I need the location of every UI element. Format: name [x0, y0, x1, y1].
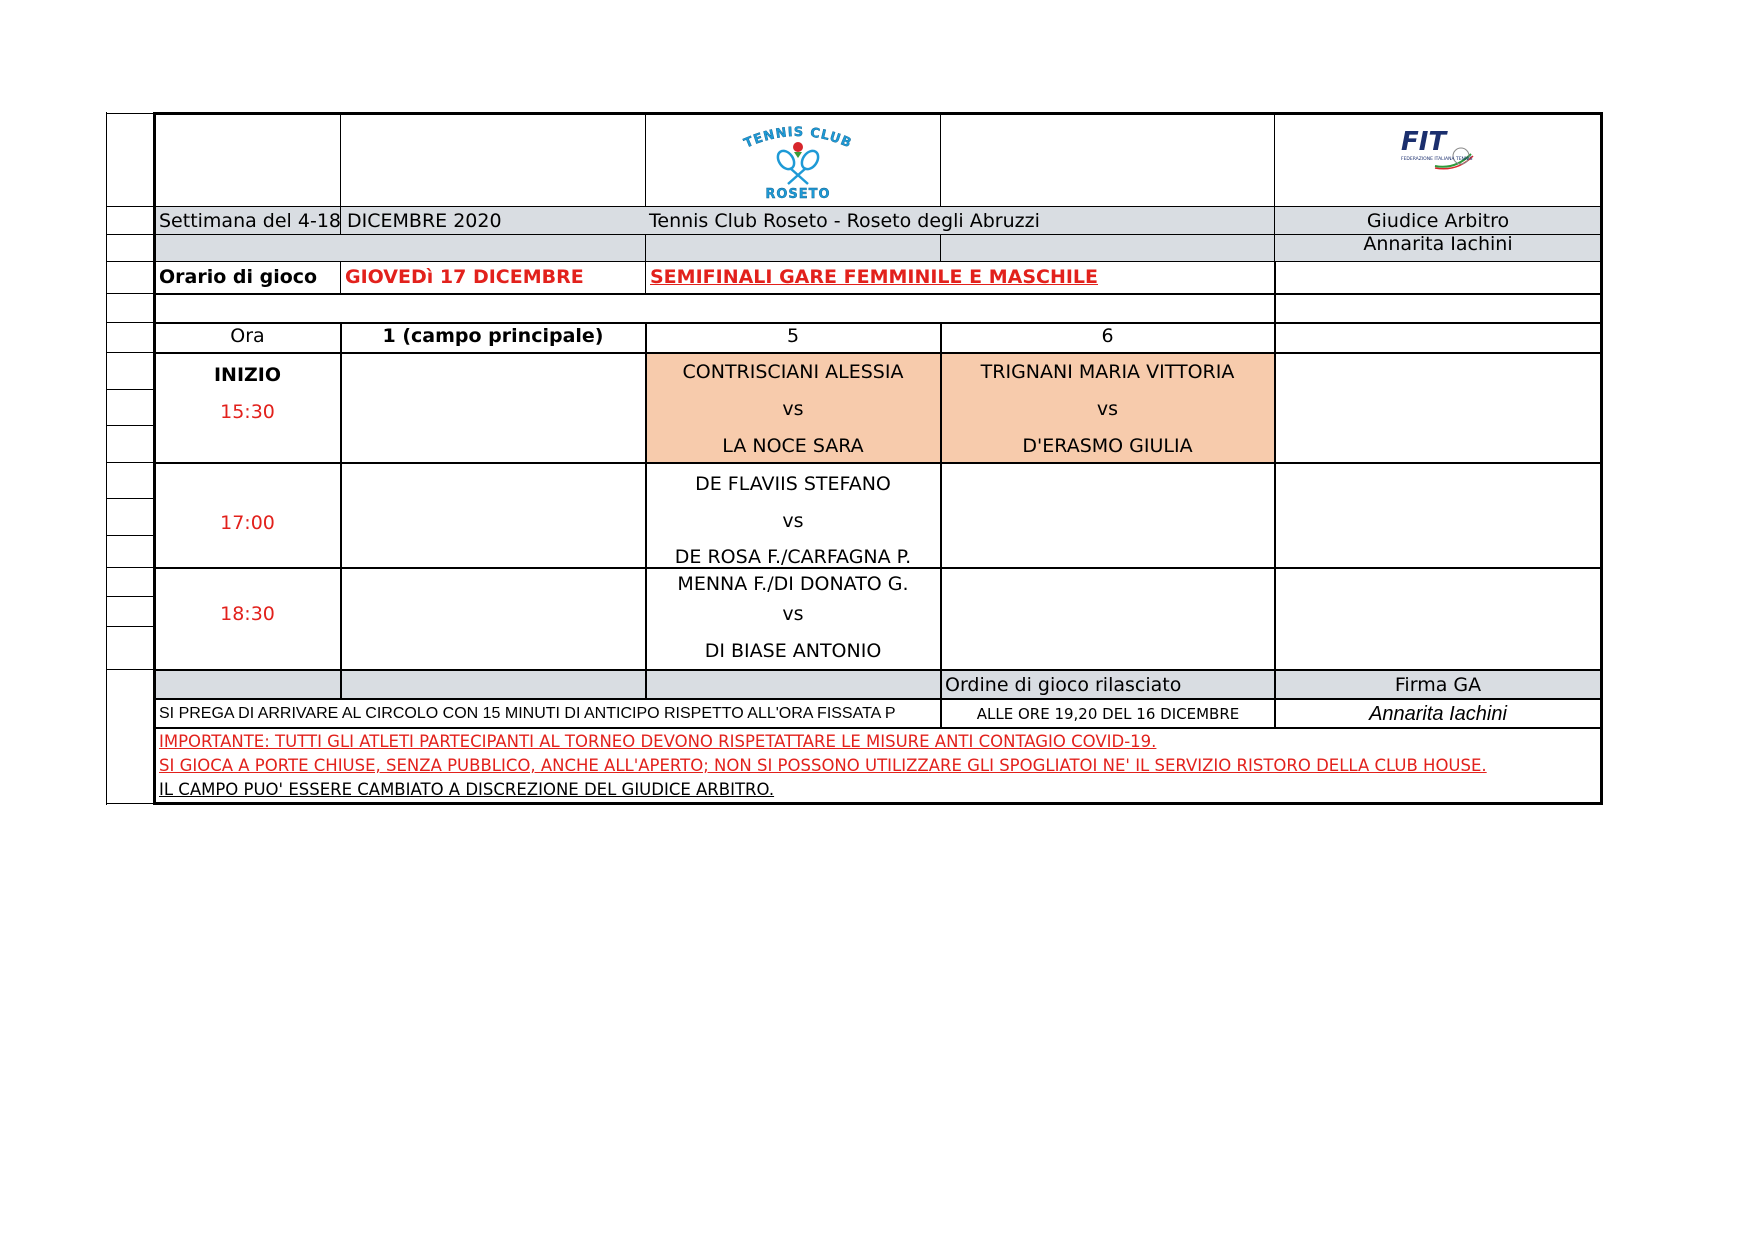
stage-title: SEMIFINALI GARE FEMMINILE E MASCHILE — [650, 266, 1099, 288]
referee-label: Giudice Arbitro — [1366, 210, 1510, 232]
week-label: Settimana del 4-18 DICEMBRE 2020 — [159, 210, 502, 232]
signature-label: Firma GA — [1394, 674, 1482, 696]
slot-start-label: INIZIO — [213, 364, 282, 386]
arrival-note: SI PREGA DI ARRIVARE AL CIRCOLO CON 15 MINUTI DI ANTICIPO RISPETTO ALL'ORA FISSATA P — [159, 705, 896, 722]
left-column-line — [106, 322, 155, 323]
match-player-2: LA NOCE SARA — [722, 435, 864, 457]
match-player-1: MENNA F./DI DONATO G. — [677, 573, 909, 595]
col-line — [1274, 112, 1275, 262]
slot-time: 15:30 — [220, 401, 275, 423]
left-column-line — [106, 462, 155, 463]
slot-time: 18:30 — [220, 603, 275, 625]
released-time: ALLE ORE 19,20 DEL 16 DICEMBRE — [976, 705, 1240, 723]
fit-logo — [1375, 126, 1475, 174]
col-line — [940, 112, 941, 207]
row-line — [155, 261, 1602, 262]
fit-logo-sub: FEDERAZIONE ITALIANA TENNIS — [1401, 157, 1473, 162]
match-vs: vs — [782, 603, 804, 625]
col-line — [1274, 261, 1276, 728]
column-header-court6: 6 — [1101, 325, 1114, 347]
border-top — [155, 112, 1602, 115]
ga-signature: Annarita Iachini — [1369, 703, 1507, 725]
match-vs: vs — [1096, 398, 1119, 420]
note-court-change: IL CAMPO PUO' ESSERE CAMBIATO A DISCREZIONE DEL GIUDICE ARBITRO. — [159, 780, 775, 799]
col-line — [940, 234, 941, 261]
border-left — [153, 112, 156, 805]
row-line — [155, 727, 1602, 729]
left-column-line — [106, 567, 155, 568]
left-column-line — [106, 261, 155, 262]
match-date: GIOVEDì 17 DICEMBRE — [345, 266, 584, 288]
fit-logo-text: FIT — [1401, 127, 1447, 157]
club-logo-graphic — [728, 116, 868, 204]
border-right — [1600, 112, 1603, 805]
match-vs: vs — [782, 398, 804, 420]
row-line — [155, 352, 1602, 354]
match-player-2: DE ROSA F./CARFAGNA P. — [674, 546, 912, 568]
column-header-court1: 1 (campo principale) — [382, 325, 604, 347]
match-player-2: D'ERASMO GIULIA — [1022, 435, 1193, 457]
left-column-bottom — [106, 803, 155, 804]
left-column-edge — [106, 112, 107, 805]
released-label: Ordine di gioco rilasciato — [945, 674, 1182, 696]
club-logo-text-top: TENNIS CLUB — [741, 124, 855, 152]
left-column-line — [106, 389, 155, 390]
match-player-2: DI BIASE ANTONIO — [704, 640, 882, 662]
club-logo — [728, 116, 868, 204]
left-column-line — [106, 293, 155, 294]
row-line — [155, 669, 1602, 671]
schedule-label: Orario di gioco — [159, 266, 318, 288]
note-covid: IMPORTANTE: TUTTI GLI ATLETI PARTECIPANTI AL TORNEO DEVONO RISPETATTARE LE MISURE ANTI CONTAGIO COVID-19. — [159, 732, 1157, 751]
match-vs: vs — [782, 510, 804, 532]
left-column-line — [106, 234, 155, 235]
left-column-line — [106, 425, 155, 426]
left-column-line — [106, 206, 155, 207]
referee-name: Annarita Iachini — [1363, 233, 1513, 255]
club-logo-text-bottom: ROSETO — [765, 187, 831, 202]
col-line — [340, 322, 342, 699]
row-line — [155, 462, 1602, 464]
row-line — [155, 698, 1602, 700]
border-bottom — [155, 802, 1602, 805]
column-header-time: Ora — [230, 325, 265, 347]
left-column-line — [106, 626, 155, 627]
left-column-line — [106, 535, 155, 536]
match-player-1: CONTRISCIANI ALESSIA — [682, 361, 904, 383]
match-player-1: DE FLAVIIS STEFANO — [695, 473, 891, 495]
left-column-line — [106, 352, 155, 353]
left-column-line — [106, 596, 155, 597]
col-line — [340, 261, 341, 293]
left-column-line — [106, 669, 155, 670]
slot-time: 17:00 — [220, 512, 275, 534]
row-line — [155, 322, 1602, 324]
rose-icon — [793, 142, 803, 158]
note-closed-doors: SI GIOCA A PORTE CHIUSE, SENZA PUBBLICO, ANCHE ALL'APERTO; NON SI POSSONO UTILIZZARE GLI SPOGLIATOI NE' IL SERVIZIO RISTORO DELLA CLUB HOUSE. — [159, 756, 1487, 775]
column-header-court5: 5 — [786, 325, 800, 347]
left-column-top — [106, 113, 155, 114]
left-column-line — [106, 498, 155, 499]
club-location: Tennis Club Roseto - Roseto degli Abruzzi — [649, 210, 1040, 232]
row-line — [155, 293, 1602, 295]
fit-logo-graphic — [1375, 126, 1475, 174]
match-player-1: TRIGNANI MARIA VITTORIA — [980, 361, 1235, 383]
col-line — [645, 112, 646, 207]
col-line — [645, 234, 646, 293]
row-line — [155, 206, 1602, 207]
